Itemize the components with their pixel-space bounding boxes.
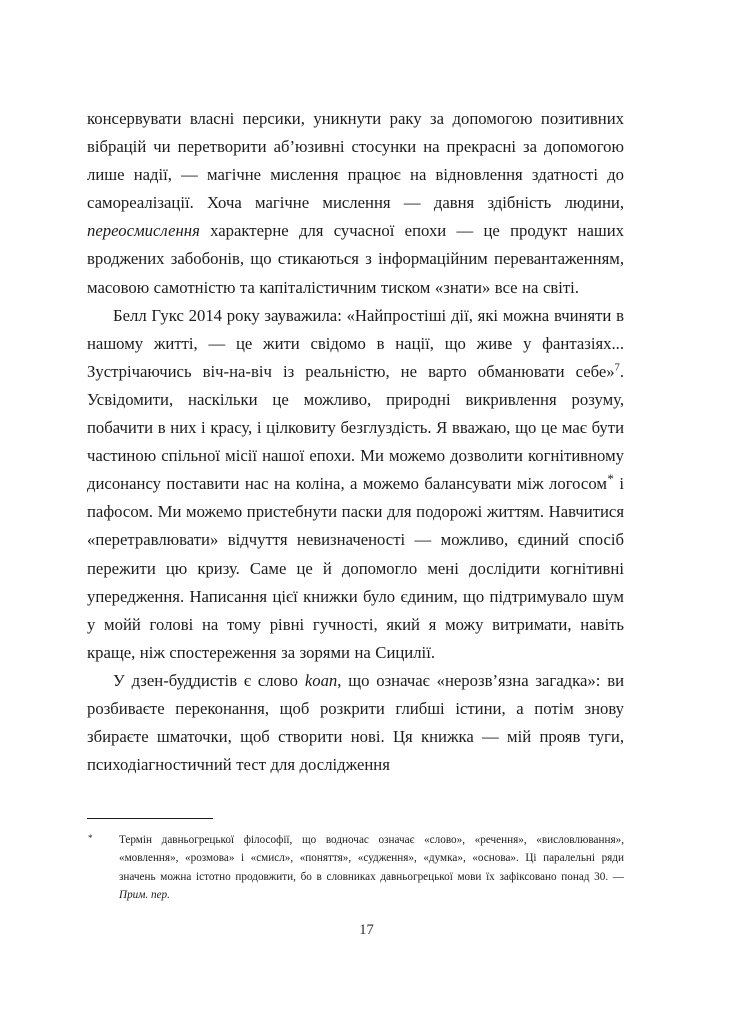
paragraph-3: У дзен-буддистів є слово koan, що означає «нерозв’язна загадка»: ви розбиваєте переконання, щоб розкрити глибші істини, а потім знову збираєте шматочки, щоб створити нові. Ця книжка — мій прояв туги, психодіагностичний тест для дослідження	[87, 670, 625, 775]
paragraph-2: Белл Гукс 2014 року зауважила: «Найпростіші дії, які можна вчиняти в нашому житті, — це жити свідомо в нації, що живе у фантазіях... Зустрічаючись віч-на-віч із реальністю, не варто обманювати себе»$^7$. Усвідомити, наскільки це можливо, природні викривлення розуму, побачити в них і красу, і цілковиту безглуздість. Я вважаю, що це має бути частиною спільної місії нашої епохи. Ми можемо дозволити когнітивному дисонансу поставити нас на коліна, а можемо балансувати між логосом* і пафосом. Ми можемо пристебнути паски для подорожі життям. Навчитися «перетравлювати» відчуття невизначеності — можливо, єдиний спосіб пережити цю кризу. Саме це й допомогло мені дослідити когнітивні упередження. Написання цієї книжки було єдиним, що підтримувало шум у мойй голові на тому рівні гучності, який я можу витримати, навіть краще, ніж спостереження за зорями на Сицилії.	[87, 305, 624, 662]
paragraph-1: консервувати власні персики, уникнути раку за допомогою позитивних вібрацій чи перетворити аб’юзивні стосунки на прекрасні за допомогою лише надії, — магічне мислення працює на відновлення здатності до самореалізації. Хоча магічне мислення — давня здібність людини, переосмислення характерне для сучасної епохи — це продукт наших вроджених забобонів, що стикаються з інформаційним перевантаженням, масовою самотністю та капіталістичним тиском «знати» все на світі.	[87, 109, 624, 297]
footnote-text: Термін давньогрецької філософії, що водночас означає «слово», «речення», «висловлювання», «мовлення», «розмова» і «смисл», «поняття», «судження», «думка», «основа». Ці паралельні ряди значень можна істотно продовжити, бо в словниках давньогрецької мови їх зафіксовано понад 30. — Прим. пер.	[119, 834, 624, 902]
italic-run: koan	[304, 670, 338, 690]
footnote-separator-rule	[87, 818, 213, 819]
footnote-reference-asterisk: *	[607, 470, 614, 486]
main-text-block	[87, 105, 624, 779]
page-number: 17	[359, 922, 374, 938]
footnote-item	[87, 831, 624, 905]
italic-run: переосмислення	[87, 221, 200, 241]
footnote-area	[87, 818, 624, 905]
footnote-marker: *	[88, 833, 93, 843]
footnote-reference: 7	[614, 362, 620, 374]
italic-run: Прим. пер.	[119, 889, 170, 902]
